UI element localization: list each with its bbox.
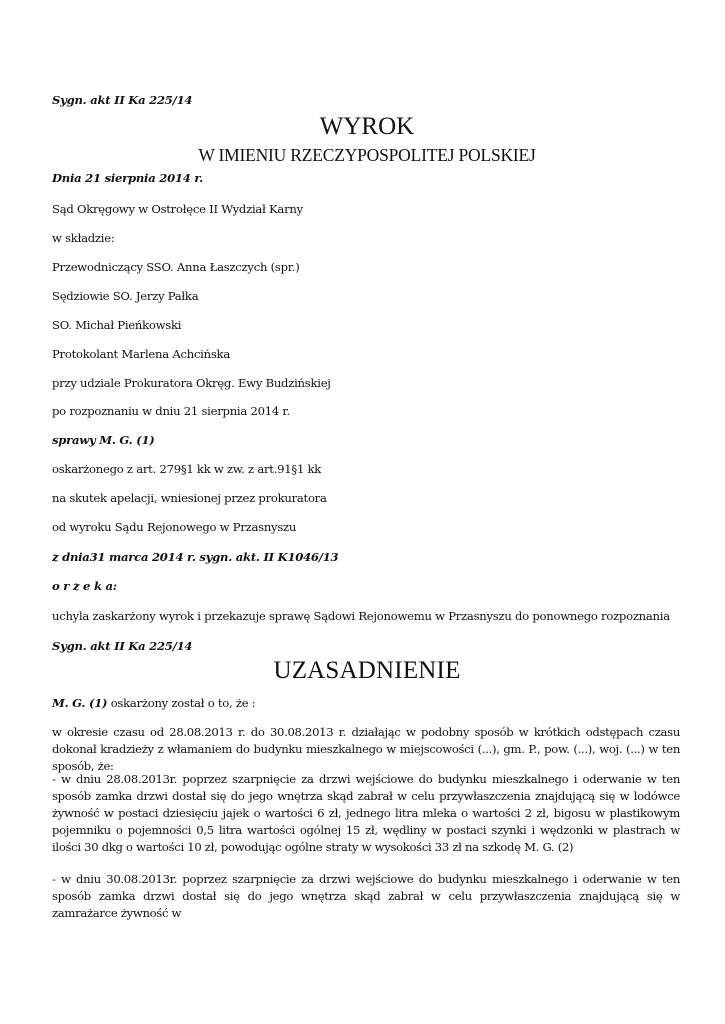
ruling-text: uchyla zaskarżony wyrok i przekazuje sprawę Sądowi Rejonowemu w Przasnyszu do ponownego rozpoznania (52, 609, 670, 623)
charged-intro: oskarżony został o to, że : (107, 696, 256, 710)
ruling-heading: o r z e k a: (52, 579, 117, 593)
hearing-line: po rozpoznaniu w dniu 21 sierpnia 2014 r. (52, 404, 290, 418)
charge-line: oskarżonego z art. 279§1 kk w zw. z art.91§1 kk (52, 462, 322, 476)
presiding-judge: Przewodniczący SSO. Anna Łaszczych (spr.) (52, 260, 300, 274)
paragraph-period: w okresie czasu od 28.08.2013 r. do 30.08.2013 r. działając w podobny sposób w krótkich odstępach czasu dokonał kradzieży z włamaniem do budynku mieszkalnego w miejscowości (...), gm. P., pow. (...), woj. (...) w ten sposób, że: (52, 725, 680, 773)
paragraph-second-theft: - w dniu 30.08.2013r. poprzez szarpnięcie za drzwi wejściowe do budynku mieszkalnego i oderwanie w ten sposób zamka drzwi dostał się do jego wnętrza skąd zabrał w celu przywłaszczenia znajdującą się w zamrażarce żywność w (52, 872, 680, 920)
judges-line: Sędziowie SO. Jerzy Pałka (52, 289, 199, 303)
appeal-line: na skutek apelacji, wniesionej przez prokuratora (52, 491, 327, 505)
composition-label: w składzie: (52, 231, 115, 245)
court-name: Sąd Okręgowy w Ostrołęce II Wydział Karny (52, 202, 303, 216)
case-of-line: sprawy M. G. (1) (52, 433, 155, 447)
defendant-line (52, 695, 255, 711)
justification-title: UZASADNIENIE (273, 657, 461, 684)
judgment-title: WYROK (319, 113, 415, 140)
clerk-line: Protokolant Marlena Achcińska (52, 347, 230, 361)
case-reference: Sygn. akt II Ka 225/14 (52, 93, 193, 107)
lower-judgment-date: z dnia31 marca 2014 r. sygn. akt. II K1046/13 (52, 550, 339, 564)
lower-court-line: od wyroku Sądu Rejonowego w Przasnyszu (52, 520, 297, 534)
justification-case-reference: Sygn. akt II Ka 225/14 (52, 639, 193, 653)
judgment-date: Dnia 21 sierpnia 2014 r. (52, 171, 203, 185)
defendant-name: M. G. (1) (52, 696, 108, 710)
paragraph-first-theft: - w dniu 28.08.2013r. poprzez szarpnięcie za drzwi wejściowe do budynku mieszkalnego i oderwanie w ten sposób zamka drzwi dostał się do jego wnętrza skąd zabrał w celu przywłaszczenia znajdującą się w lodówce żywność w postaci dziesięciu jajek o wartości 6 zł, jednego litra mleka o wartości 2 zł, bigosu w plastikowym pojemniku o pojemności 0,5 litra wartości ogólnej 15 zł, wędliny w postaci szynki i wędzonki w plastrach w ilości 30 dkg o wartości 10 zł, powodując ogólne straty w wysokości 33 zł na szkodę M. G. (2) (52, 772, 680, 854)
judge-second: SO. Michał Pieńkowski (52, 318, 182, 332)
prosecutor-line: przy udziale Prokuratora Okręg. Ewy Budzińskiej (52, 376, 331, 390)
judgment-subtitle: W IMIENIU RZECZYPOSPOLITEJ POLSKIEJ (198, 145, 536, 165)
